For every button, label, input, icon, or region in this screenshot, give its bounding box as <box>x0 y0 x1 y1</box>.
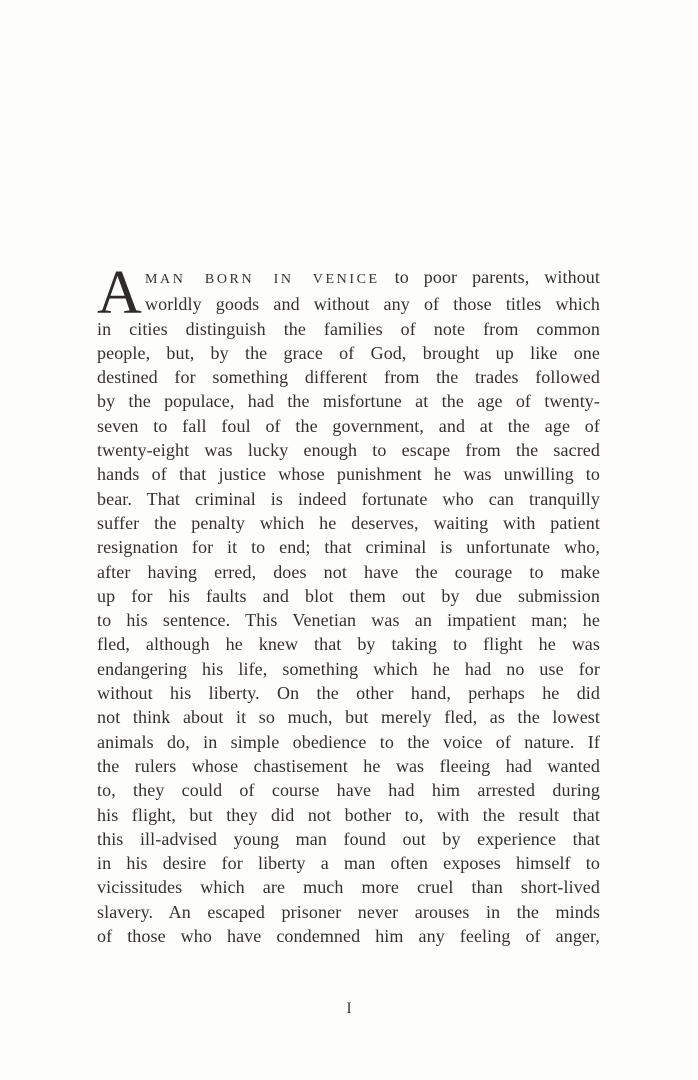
text-line: people, but, by the grace of God, brought up like one <box>97 342 600 363</box>
text-line: of those who have condemned him any feeling of anger, <box>97 926 600 947</box>
text-line-first <box>97 265 600 292</box>
text-line: resignation for it to end; that criminal is unfortunate who, <box>97 537 600 558</box>
text-line: suffer the penalty which he deserves, waiting with patient <box>97 512 600 533</box>
text-line: not think about it so much, but merely fled, as the lowest <box>97 707 600 728</box>
text-line: after having erred, does not have the courage to make <box>97 561 600 582</box>
text-line: endangering his life, something which he had no use for <box>97 658 600 679</box>
opening-small-caps: MAN BORN IN VENICE <box>145 272 380 287</box>
text-line: without his liberty. On the other hand, perhaps he did <box>97 683 600 704</box>
text-line: seven to fall foul of the government, and at the age of <box>97 415 600 436</box>
body-text <box>97 259 600 948</box>
text-line: worldly goods and without any of those titles which <box>145 294 600 315</box>
text-line: by the populace, had the misfortune at the age of twenty- <box>97 391 600 412</box>
text-line: animals do, in simple obedience to the voice of nature. If <box>97 731 600 752</box>
text-line: vicissitudes which are much more cruel than short-lived <box>97 877 600 898</box>
text-line: the rulers whose chastisement he was fleeing had wanted <box>97 755 600 776</box>
text-line: to, they could of course have had him arrested during <box>97 780 600 801</box>
page-number: I <box>346 1000 352 1017</box>
text-line: in cities distinguish the families of note from common <box>97 318 600 339</box>
text-line: destined for something different from the trades followed <box>97 367 600 388</box>
text-line: up for his faults and blot them out by due submission <box>97 585 600 606</box>
text-line: in his desire for liberty a man often exposes himself to <box>97 853 600 874</box>
text-line: twenty-eight was lucky enough to escape from the sacred <box>97 440 600 461</box>
text-line: his flight, but they did not bother to, with the result that <box>97 804 600 825</box>
text-line: hands of that justice whose punishment he was unwilling to <box>97 464 600 485</box>
text-line: fled, although he knew that by taking to flight he was <box>97 634 600 655</box>
text-line: slavery. An escaped prisoner never arouses in the minds <box>97 901 600 922</box>
text-line-rest: to poor parents, without <box>379 267 600 287</box>
text-line: bear. That criminal is indeed fortunate who can tranquilly <box>97 488 600 509</box>
text-line: to his sentence. This Venetian was an impatient man; he <box>97 610 600 631</box>
drop-cap: A <box>97 259 142 327</box>
text-line: this ill-advised young man found out by experience that <box>97 828 600 849</box>
